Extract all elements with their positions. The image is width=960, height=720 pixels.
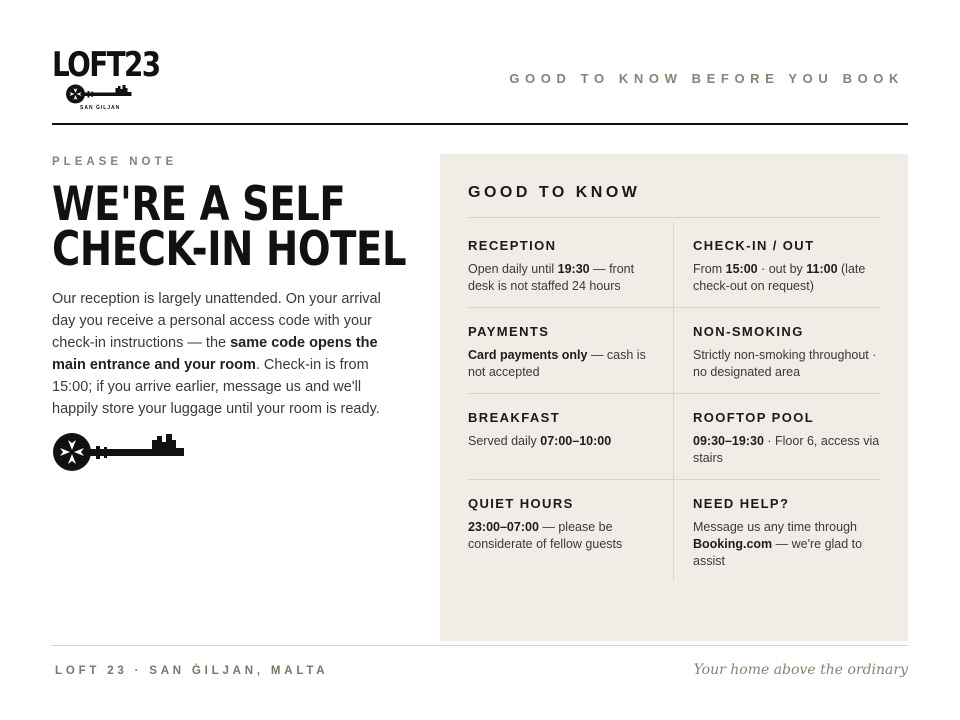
cell-text-bold: 07:00–10:00 (540, 434, 612, 448)
cell-text-bold: 19:30 (557, 262, 590, 276)
info-cell-rooftop-pool (693, 410, 883, 467)
cell-text-part: Message us any time through (693, 520, 857, 534)
please-note-kicker: PLEASE NOTE (52, 156, 178, 168)
cell-text-part: (late check-out on request) (693, 262, 866, 293)
cell-text-bold: Booking.com (693, 537, 773, 551)
cell-text (693, 433, 883, 467)
good-to-know-panel (440, 154, 908, 641)
header-tagline: GOOD TO KNOW BEFORE YOU BOOK (509, 71, 904, 86)
cell-title: ROOFTOP POOL (693, 410, 815, 425)
cell-text-part: Open daily until (468, 262, 558, 276)
info-cell-breakfast (468, 410, 658, 450)
headline-line-2: CHECK-IN HOTEL (52, 222, 407, 277)
cell-title: RECEPTION (468, 238, 557, 253)
cell-text-bold: 23:00–07:00 (468, 520, 539, 534)
cell-text-bold: 09:30–19:30 (693, 434, 764, 448)
logo-wordmark: LOFT23 (52, 45, 160, 85)
info-cell-checkin (693, 238, 883, 295)
intro-text-bold: same code opens the main entrance and your room (52, 335, 378, 373)
cell-text (693, 519, 883, 570)
cell-text-part: — we're glad to assist (693, 537, 863, 568)
cell-text (468, 433, 658, 450)
cell-text (468, 261, 658, 295)
cell-text-part: · Floor 6, access via stairs (693, 434, 880, 465)
info-cell-payments (468, 324, 658, 381)
cell-text (693, 261, 883, 295)
cell-text-part: — front desk is not staffed 24 hours (468, 262, 635, 293)
intro-text-2: . Check-in is from 15:00; if you arrive earlier, message us and we'll happily store your luggage until your room is ready. (52, 357, 380, 417)
footer-divider (52, 645, 908, 646)
cell-title: CHECK-IN / OUT (693, 238, 815, 253)
row-divider (468, 393, 880, 394)
page-headline (52, 177, 407, 277)
cell-title: NEED HELP? (693, 496, 790, 511)
cell-text-part: Served daily (468, 434, 541, 448)
info-cell-reception (468, 238, 658, 295)
maltese-key-icon (52, 432, 186, 472)
cell-title: NON-SMOKING (693, 324, 804, 339)
cell-text (468, 519, 658, 553)
row-divider (468, 307, 880, 308)
header-divider (52, 123, 908, 125)
brand-logo (52, 45, 160, 112)
intro-text-1: Our reception is largely unattended. On your arrival day you receive a personal access code with your check-in instructions — the (52, 291, 381, 351)
footer-slogan: Your home above the ordinary (693, 662, 908, 678)
cell-title: QUIET HOURS (468, 496, 574, 511)
column-divider (673, 222, 674, 582)
row-divider (468, 479, 880, 480)
info-cell-non-smoking (693, 324, 883, 381)
cell-text-part: — cash is not accepted (468, 348, 646, 379)
logo-subtitle: SAN ĠILJAN (80, 105, 121, 111)
cell-text: Strictly non-smoking throughout · no designated area (693, 348, 877, 379)
info-cell-need-help (693, 496, 883, 570)
headline-line-1: WE'RE A SELF (52, 177, 346, 232)
intro-paragraph (52, 288, 402, 420)
panel-title: GOOD TO KNOW (468, 184, 641, 201)
cell-text-bold: 15:00 (725, 262, 758, 276)
cell-text-part: · out by (757, 262, 807, 276)
cell-text-part: — please be considerate of fellow guests (468, 520, 623, 551)
cell-text-part: From (693, 262, 726, 276)
cell-text-bold: Card payments only (468, 348, 588, 362)
info-cell-quiet-hours (468, 496, 658, 553)
panel-divider (468, 217, 880, 218)
footer-location: LOFT 23 · SAN ĠILJAN, MALTA (55, 665, 329, 677)
maltese-key-icon (64, 84, 134, 104)
cell-title: BREAKFAST (468, 410, 561, 425)
cell-text (468, 347, 658, 381)
cell-title: PAYMENTS (468, 324, 550, 339)
cell-text-bold: 11:00 (806, 262, 838, 276)
